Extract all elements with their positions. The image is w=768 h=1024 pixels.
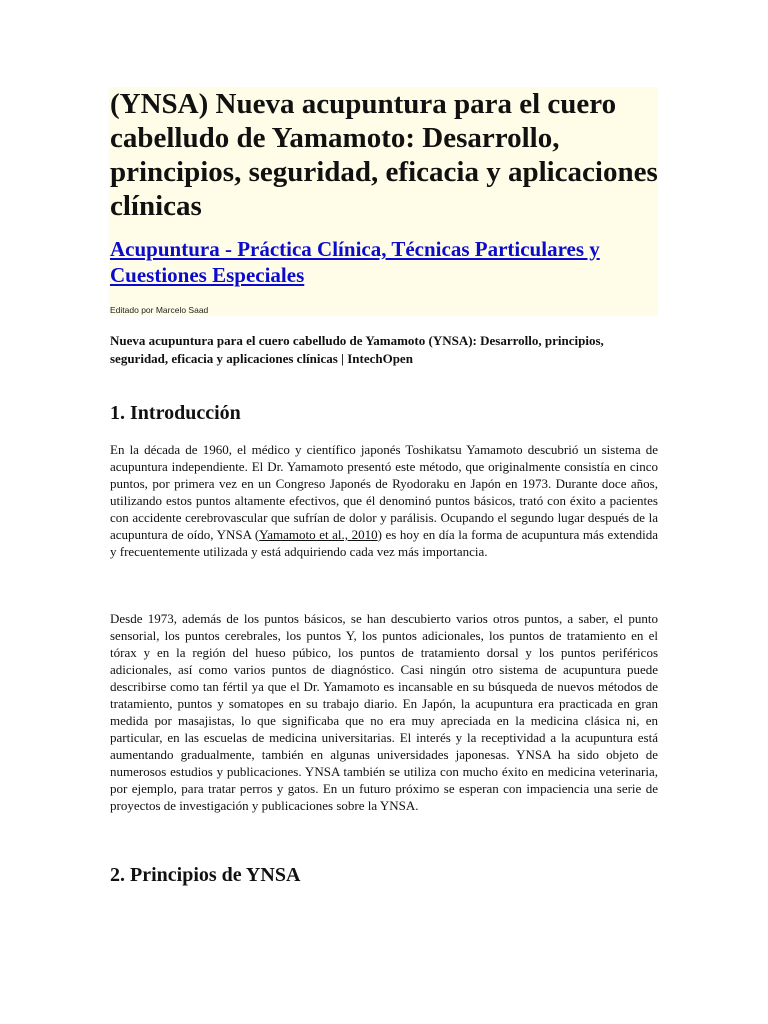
intro-paragraph-1-text-before: En la década de 1960, el médico y científico japonés Toshikatsu Yamamoto descubrió un sistema de acupuntura independiente. El Dr. Yamamoto presentó este método, que originalmente consistía en cinco puntos, por primera vez en un Congreso Japonés de Ryodoraku en Japón en 1973. Durante doce años, utilizando estos puntos altamente efectivos, que él denominó puntos básicos, trató con éxito a pacientes con accidente cerebrovascular que sufrían de dolor y parálisis. Ocupando el segundo lugar después de la acupuntura de oído, YNSA ( — [110, 442, 658, 542]
article-subtitle: Nueva acupuntura para el cuero cabelludo de Yamamoto (YNSA): Desarrollo, principios, seguridad, eficacia y aplicaciones clínicas | IntechOpen — [110, 333, 604, 366]
editor-credit: Editado por Marcelo Saad — [110, 305, 209, 315]
intro-paragraph-1-text-after: ) es hoy en día la forma de acupuntura más extendida y frecuentemente utilizada y está adquiriendo cada vez más importancia. — [110, 527, 658, 559]
book-link[interactable]: Acupuntura - Práctica Clínica, Técnicas Particulares y Cuestiones Especiales — [110, 237, 600, 287]
intro-paragraph-1 — [110, 441, 658, 560]
section-heading-introduccion: 1. Introducción — [110, 402, 241, 424]
intro-paragraph-2: Desde 1973, además de los puntos básicos, se han descubierto varios otros puntos, a saber, el punto sensorial, los puntos cerebrales, los puntos Y, los puntos adicionales, los puntos de tratamiento en el tórax y en la región del hueso púbico, los puntos de tratamiento dorsal y los puntos periféricos adicionales, así como varios puntos de diagnóstico. Casi ningún otro sistema de acupuntura puede describirse como tan fértil ya que el Dr. Yamamoto es incansable en su búsqueda de nuevos métodos de tratamiento, puntos y somatopes en su trabajo diario. En Japón, la acupuntura era practicada en gran medida por masajistas, lo que significaba que no era muy apreciada en la medicina clásica ni, en particular, en las escuelas de medicina universitarias. El interés y la receptividad a la acupuntura está aumentando gradualmente, también en algunas universidades japonesas. YNSA ha sido objeto de numerosos estudios y publicaciones. YNSA también se utiliza con mucho éxito en medicina veterinaria, por ejemplo, para tratar perros y gatos. En un futuro próximo se esperan con impaciencia una serie de proyectos de investigación y publicaciones sobre la YNSA. — [110, 611, 658, 813]
citation-link[interactable]: Yamamoto et al., 2010 — [259, 527, 378, 542]
page-title: (YNSA) Nueva acupuntura para el cuero cabelludo de Yamamoto: Desarrollo, principios, seguridad, eficacia y aplicaciones clínicas — [110, 88, 658, 222]
section-heading-principios: 2. Principios de YNSA — [110, 864, 301, 886]
